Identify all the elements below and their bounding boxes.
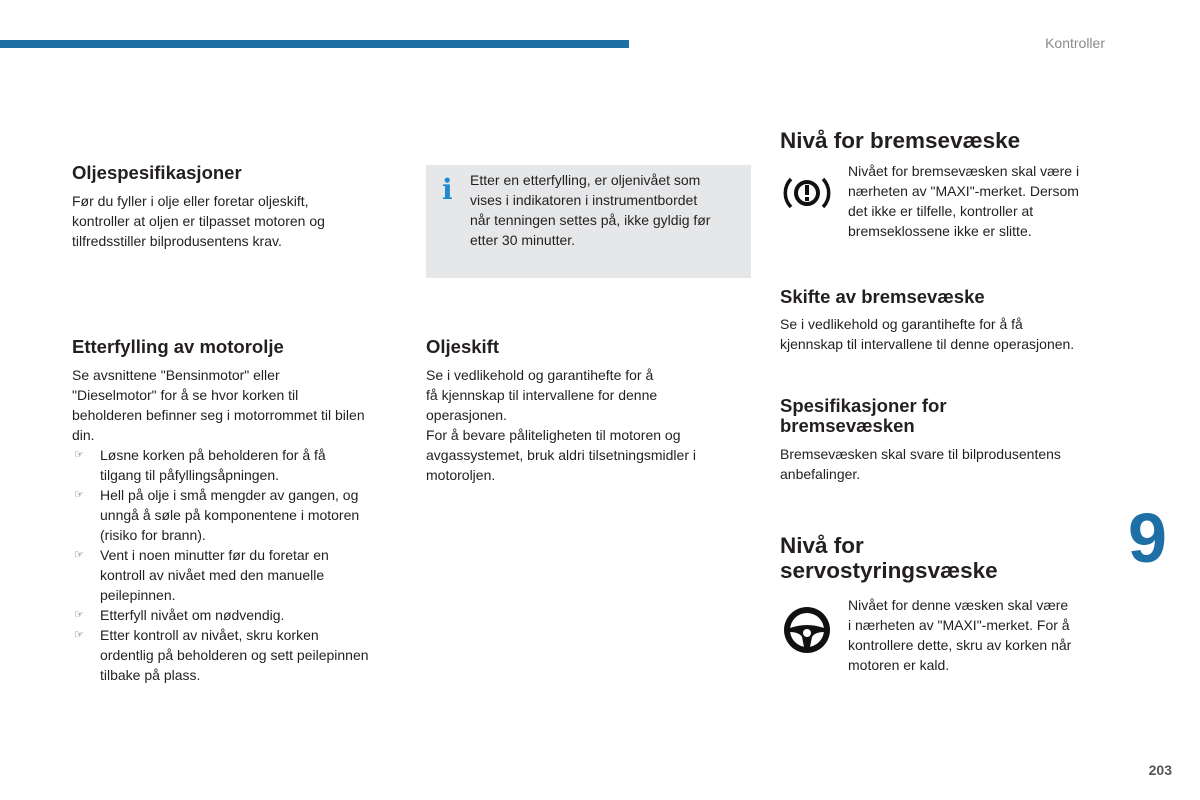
bullet-hand-icon: ☞ — [74, 629, 84, 641]
list-item: ☞ Etter kontroll av nivået, skru korken ordentlig på beholderen og sett peilepinnen tilbake på plass. — [74, 627, 369, 683]
bullet-hand-icon: ☞ — [74, 449, 84, 461]
brake-level-heading: Nivå for bremsevæske — [780, 128, 1021, 153]
oil-topup-steps — [72, 445, 412, 685]
steering-heading: Nivå for servostyringsvæske — [780, 533, 998, 583]
brake-spec-text: Bremsevæsken skal svare til bilprodusentens anbefalinger. — [780, 446, 1061, 482]
oil-change-text: Se i vedlikehold og garantihefte for å få kjennskap til intervallene for denne operasjonen. For å bevare påliteligheten til motoren og avgassystemet, bruk aldri tilsetningsmidler i motoroljen. — [426, 367, 696, 483]
oil-spec-heading: Oljespesifikasjoner — [72, 162, 242, 183]
brake-level-text: Nivået for bremsevæsken skal være i nærheten av "MAXI"-merket. Dersom det ikke er tilfelle, kontroller at bremseklossene ikke er slitte. — [848, 163, 1080, 239]
oil-topup-heading: Etterfylling av motorolje — [72, 336, 284, 357]
list-item: ☞ Løsne korken på beholderen for å få tilgang til påfyllingsåpningen. — [74, 447, 326, 483]
section-title: Kontroller — [1045, 35, 1105, 51]
oil-topup-text: Se avsnittene "Bensinmotor" eller "Dieselmotor" for å se hvor korken til beholderen befinner seg i motorrommet til bilen din. — [72, 367, 365, 443]
header-accent-bar — [0, 40, 629, 48]
info-box — [426, 165, 751, 278]
brake-warning-icon — [781, 170, 833, 216]
oil-spec-text: Før du fyller i olje eller foretar oljeskift, kontroller at oljen er tilpasset motoren og tilfredsstiller bilprodusentens krav. — [72, 193, 325, 249]
steering-text: Nivået for denne væsken skal være i nærheten av "MAXI"-merket. For å kontrollere dette, skru av korken når motoren er kald. — [848, 597, 1072, 673]
brake-change-text: Se i vedlikehold og garantihefte for å få kjennskap til intervallene til denne operasjonen. — [780, 316, 1075, 352]
info-icon: i — [442, 173, 453, 206]
bullet-hand-icon: ☞ — [74, 489, 84, 501]
brake-spec-heading: Spesifikasjoner for bremsevæsken — [780, 395, 947, 436]
bullet-hand-icon: ☞ — [74, 609, 84, 621]
list-item: ☞ Etterfyll nivået om nødvendig. — [74, 607, 285, 623]
bullet-hand-icon: ☞ — [74, 549, 84, 561]
brake-change-heading: Skifte av bremsevæske — [780, 286, 985, 307]
steering-wheel-icon — [781, 604, 833, 656]
list-item: ☞ Hell på olje i små mengder av gangen, og unngå å søle på komponentene i motoren (risiko for brann). — [74, 487, 360, 543]
chapter-number: 9 — [1128, 499, 1167, 577]
list-item: ☞ Vent i noen minutter før du foretar en kontroll av nivået med den manuelle peilepinnen. — [74, 547, 329, 603]
page-number: 203 — [1148, 762, 1172, 778]
oil-change-heading: Oljeskift — [426, 336, 499, 357]
info-text: Etter en etterfylling, er oljenivået som vises i indikatoren i instrumentbordet når tenningen settes på, ikke gyldig før etter 30 minutter. — [470, 172, 711, 248]
